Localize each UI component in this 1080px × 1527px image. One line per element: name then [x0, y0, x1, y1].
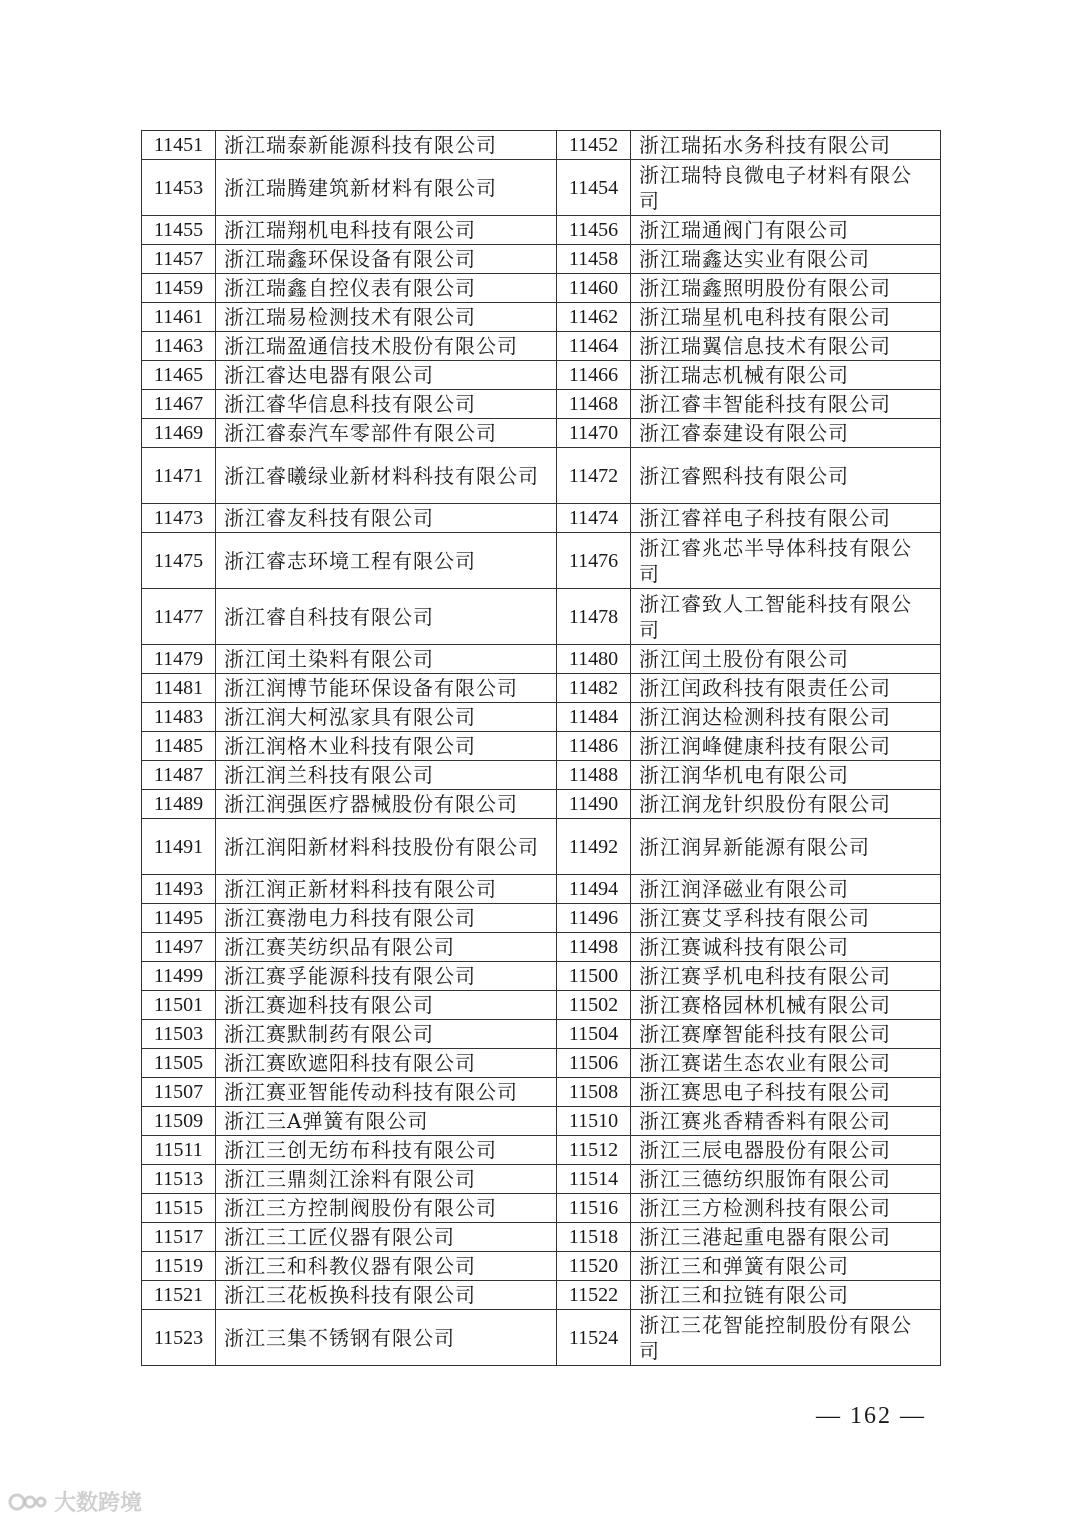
company-name: 浙江赛欧遮阳科技有限公司 [216, 1049, 557, 1078]
table-row [142, 245, 941, 274]
entry-number: 11481 [142, 674, 216, 703]
entry-number: 11453 [142, 160, 216, 216]
entry-number: 11465 [142, 361, 216, 390]
company-name: 浙江三工匠仪器有限公司 [216, 1223, 557, 1252]
entry-number: 11497 [142, 933, 216, 962]
entry-number: 11499 [142, 962, 216, 991]
company-name: 浙江闰土染料有限公司 [216, 645, 557, 674]
watermark-logo-icon [8, 1489, 48, 1515]
table-row [142, 875, 941, 904]
company-name: 浙江润兰科技有限公司 [216, 761, 557, 790]
entry-number: 11514 [557, 1165, 631, 1194]
company-name: 浙江赛渤电力科技有限公司 [216, 904, 557, 933]
company-name: 浙江三和科教仪器有限公司 [216, 1252, 557, 1281]
company-name: 浙江三辰电器股份有限公司 [631, 1136, 941, 1165]
entry-number: 11520 [557, 1252, 631, 1281]
entry-number: 11466 [557, 361, 631, 390]
company-name: 浙江三创无纺布科技有限公司 [216, 1136, 557, 1165]
company-name: 浙江赛思电子科技有限公司 [631, 1078, 941, 1107]
entry-number: 11524 [557, 1310, 631, 1366]
entry-number: 11500 [557, 962, 631, 991]
company-name: 浙江瑞鑫照明股份有限公司 [631, 274, 941, 303]
entry-number: 11522 [557, 1281, 631, 1310]
table-row [142, 216, 941, 245]
entry-number: 11508 [557, 1078, 631, 1107]
entry-number: 11484 [557, 703, 631, 732]
company-name: 浙江三港起重电器有限公司 [631, 1223, 941, 1252]
company-name: 浙江三集不锈钢有限公司 [216, 1310, 557, 1366]
table-row [142, 819, 941, 875]
page-number: — 162 — [816, 1403, 926, 1429]
table-row [142, 1078, 941, 1107]
company-name: 浙江三德纺织服饰有限公司 [631, 1165, 941, 1194]
watermark [8, 1486, 142, 1517]
company-name: 浙江润格木业科技有限公司 [216, 732, 557, 761]
entry-number: 11475 [142, 533, 216, 589]
company-name: 浙江润泽磁业有限公司 [631, 875, 941, 904]
entry-number: 11482 [557, 674, 631, 703]
entry-number: 11470 [557, 419, 631, 448]
entry-number: 11488 [557, 761, 631, 790]
table-row [142, 303, 941, 332]
entry-number: 11454 [557, 160, 631, 216]
entry-number: 11468 [557, 390, 631, 419]
company-name: 浙江赛亚智能传动科技有限公司 [216, 1078, 557, 1107]
entry-number: 11498 [557, 933, 631, 962]
table-row [142, 761, 941, 790]
company-name: 浙江瑞通阀门有限公司 [631, 216, 941, 245]
entry-number: 11457 [142, 245, 216, 274]
company-name: 浙江睿华信息科技有限公司 [216, 390, 557, 419]
company-name: 浙江闰土股份有限公司 [631, 645, 941, 674]
table-row [142, 732, 941, 761]
entry-number: 11474 [557, 504, 631, 533]
entry-number: 11504 [557, 1020, 631, 1049]
table-row [142, 274, 941, 303]
company-name: 浙江润大柯泓家具有限公司 [216, 703, 557, 732]
entry-number: 11512 [557, 1136, 631, 1165]
table-row [142, 390, 941, 419]
company-name: 浙江睿泰建设有限公司 [631, 419, 941, 448]
table-row [142, 533, 941, 589]
company-name: 浙江瑞鑫自控仪表有限公司 [216, 274, 557, 303]
company-name: 浙江润阳新材料科技股份有限公司 [216, 819, 557, 875]
entry-number: 11501 [142, 991, 216, 1020]
entry-number: 11516 [557, 1194, 631, 1223]
entry-number: 11469 [142, 419, 216, 448]
entry-number: 11503 [142, 1020, 216, 1049]
table-row [142, 1165, 941, 1194]
table-row [142, 790, 941, 819]
company-name: 浙江睿熙科技有限公司 [631, 448, 941, 504]
company-name: 浙江瑞易检测技术有限公司 [216, 303, 557, 332]
company-name: 浙江赛兆香精香料有限公司 [631, 1107, 941, 1136]
company-name: 浙江瑞腾建筑新材料有限公司 [216, 160, 557, 216]
table-row [142, 361, 941, 390]
entry-number: 11471 [142, 448, 216, 504]
company-name: 浙江赛诺生态农业有限公司 [631, 1049, 941, 1078]
company-name: 浙江瑞志机械有限公司 [631, 361, 941, 390]
company-name: 浙江睿丰智能科技有限公司 [631, 390, 941, 419]
company-name: 浙江赛默制药有限公司 [216, 1020, 557, 1049]
company-name: 浙江润华机电有限公司 [631, 761, 941, 790]
company-name: 浙江睿泰汽车零部件有限公司 [216, 419, 557, 448]
company-name: 浙江润强医疗器械股份有限公司 [216, 790, 557, 819]
table-row [142, 933, 941, 962]
company-name: 浙江瑞鑫达实业有限公司 [631, 245, 941, 274]
entry-number: 11496 [557, 904, 631, 933]
company-name: 浙江睿致人工智能科技有限公司 [631, 589, 941, 645]
company-name: 浙江三和弹簧有限公司 [631, 1252, 941, 1281]
company-name: 浙江润正新材料科技有限公司 [216, 875, 557, 904]
company-name: 浙江三和拉链有限公司 [631, 1281, 941, 1310]
entry-number: 11511 [142, 1136, 216, 1165]
entry-number: 11467 [142, 390, 216, 419]
company-name: 浙江润龙针织股份有限公司 [631, 790, 941, 819]
company-name: 浙江三A弹簧有限公司 [216, 1107, 557, 1136]
table-row [142, 332, 941, 361]
company-name: 浙江赛诚科技有限公司 [631, 933, 941, 962]
entry-number: 11463 [142, 332, 216, 361]
table-row [142, 904, 941, 933]
table-row [142, 419, 941, 448]
entry-number: 11507 [142, 1078, 216, 1107]
entry-number: 11487 [142, 761, 216, 790]
entry-number: 11461 [142, 303, 216, 332]
entry-number: 11519 [142, 1252, 216, 1281]
table-row [142, 991, 941, 1020]
entry-number: 11491 [142, 819, 216, 875]
table-row [142, 504, 941, 533]
entry-number: 11506 [557, 1049, 631, 1078]
company-name: 浙江润峰健康科技有限公司 [631, 732, 941, 761]
entry-number: 11460 [557, 274, 631, 303]
company-name: 浙江瑞拓水务科技有限公司 [631, 131, 941, 160]
company-name: 浙江三花板换科技有限公司 [216, 1281, 557, 1310]
entry-number: 11510 [557, 1107, 631, 1136]
company-name: 浙江赛摩智能科技有限公司 [631, 1020, 941, 1049]
entry-number: 11515 [142, 1194, 216, 1223]
entry-number: 11523 [142, 1310, 216, 1366]
company-name: 浙江赛迦科技有限公司 [216, 991, 557, 1020]
company-list-table [141, 130, 941, 1366]
table-row [142, 1049, 941, 1078]
company-name: 浙江睿兆芯半导体科技有限公司 [631, 533, 941, 589]
entry-number: 11473 [142, 504, 216, 533]
company-name: 浙江瑞星机电科技有限公司 [631, 303, 941, 332]
entry-number: 11492 [557, 819, 631, 875]
entry-number: 11456 [557, 216, 631, 245]
table-row [142, 1252, 941, 1281]
table-row [142, 589, 941, 645]
table-row [142, 1310, 941, 1366]
entry-number: 11462 [557, 303, 631, 332]
company-name: 浙江睿自科技有限公司 [216, 589, 557, 645]
company-name: 浙江睿达电器有限公司 [216, 361, 557, 390]
entry-number: 11472 [557, 448, 631, 504]
entry-number: 11517 [142, 1223, 216, 1252]
entry-number: 11489 [142, 790, 216, 819]
company-name: 浙江润昇新能源有限公司 [631, 819, 941, 875]
entry-number: 11476 [557, 533, 631, 589]
table-row [142, 645, 941, 674]
company-name: 浙江赛孚机电科技有限公司 [631, 962, 941, 991]
company-name: 浙江三鼎剡江涂料有限公司 [216, 1165, 557, 1194]
company-name: 浙江瑞特良微电子材料有限公司 [631, 160, 941, 216]
entry-number: 11509 [142, 1107, 216, 1136]
company-name: 浙江润博节能环保设备有限公司 [216, 674, 557, 703]
company-name: 浙江赛孚能源科技有限公司 [216, 962, 557, 991]
entry-number: 11505 [142, 1049, 216, 1078]
entry-number: 11518 [557, 1223, 631, 1252]
company-name: 浙江睿祥电子科技有限公司 [631, 504, 941, 533]
entry-number: 11494 [557, 875, 631, 904]
entry-number: 11455 [142, 216, 216, 245]
entry-number: 11451 [142, 131, 216, 160]
table-row [142, 1136, 941, 1165]
entry-number: 11486 [557, 732, 631, 761]
company-name: 浙江三方检测科技有限公司 [631, 1194, 941, 1223]
entry-number: 11479 [142, 645, 216, 674]
table-row [142, 703, 941, 732]
entry-number: 11483 [142, 703, 216, 732]
company-name: 浙江瑞翼信息技术有限公司 [631, 332, 941, 361]
entry-number: 11480 [557, 645, 631, 674]
entry-number: 11477 [142, 589, 216, 645]
company-name: 浙江瑞鑫环保设备有限公司 [216, 245, 557, 274]
entry-number: 11458 [557, 245, 631, 274]
company-list-body [142, 131, 941, 1366]
entry-number: 11521 [142, 1281, 216, 1310]
company-name: 浙江瑞盈通信技术股份有限公司 [216, 332, 557, 361]
entry-number: 11459 [142, 274, 216, 303]
company-name: 浙江赛格园林机械有限公司 [631, 991, 941, 1020]
company-name: 浙江瑞翔机电科技有限公司 [216, 216, 557, 245]
entry-number: 11490 [557, 790, 631, 819]
table-row [142, 1223, 941, 1252]
entry-number: 11502 [557, 991, 631, 1020]
company-name: 浙江瑞泰新能源科技有限公司 [216, 131, 557, 160]
table-row [142, 962, 941, 991]
table-row [142, 131, 941, 160]
entry-number: 11495 [142, 904, 216, 933]
entry-number: 11485 [142, 732, 216, 761]
company-name: 浙江睿友科技有限公司 [216, 504, 557, 533]
company-name: 浙江三花智能控制股份有限公司 [631, 1310, 941, 1366]
company-name: 浙江闰政科技有限责任公司 [631, 674, 941, 703]
company-name: 浙江睿志环境工程有限公司 [216, 533, 557, 589]
entry-number: 11464 [557, 332, 631, 361]
entry-number: 11478 [557, 589, 631, 645]
company-name: 浙江赛芙纺织品有限公司 [216, 933, 557, 962]
entry-number: 11452 [557, 131, 631, 160]
entry-number: 11493 [142, 875, 216, 904]
company-name: 浙江赛艾孚科技有限公司 [631, 904, 941, 933]
table-row [142, 1194, 941, 1223]
table-row [142, 1281, 941, 1310]
entry-number: 11513 [142, 1165, 216, 1194]
table-row [142, 1107, 941, 1136]
company-name: 浙江睿曦绿业新材料科技有限公司 [216, 448, 557, 504]
table-row [142, 160, 941, 216]
table-row [142, 674, 941, 703]
company-name: 浙江润达检测科技有限公司 [631, 703, 941, 732]
watermark-text: 大数跨境 [54, 1491, 143, 1516]
table-row [142, 1020, 941, 1049]
table-row [142, 448, 941, 504]
company-name: 浙江三方控制阀股份有限公司 [216, 1194, 557, 1223]
